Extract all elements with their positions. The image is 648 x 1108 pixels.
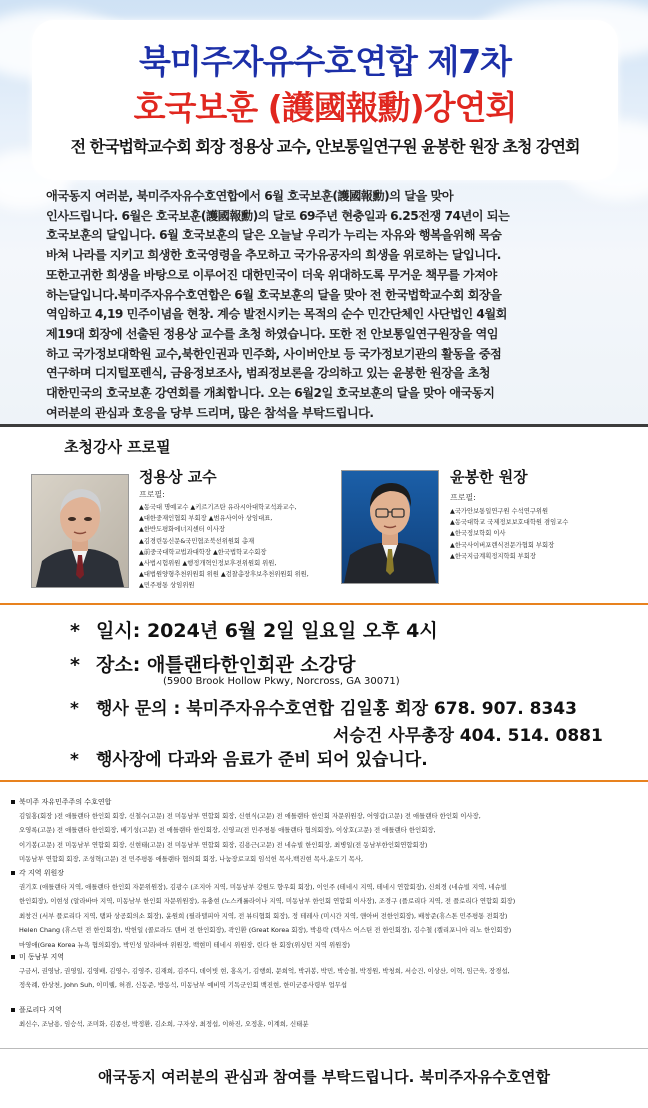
square-bullet xyxy=(11,1008,15,1012)
invitation-line: 전 한국법학교수회 회장 정용상 교수, 안보통일연구원 윤봉한 원장 초청 강연회 xyxy=(70,137,580,156)
profile-item: ▲사법시험위원 ▲행정개혁인정보후전위원회 위원, xyxy=(139,560,277,568)
profile-item: ▲동국대 명예교수 ▲키르기즈탄 유라시아대학교석좌교수, xyxy=(139,504,297,511)
committee-title-text: 미 동남부 지역 xyxy=(19,953,65,961)
committee-title xyxy=(11,868,64,878)
speaker2-profile-list xyxy=(450,506,568,562)
intro-line: 하는달입니다.북미주자유수호연합은 6월 호국보훈의 달을 맞아 전 한국법학교수회 회장을 xyxy=(46,287,502,302)
member-line: 최창건 (서부 플로리다 지역, 탬파 상공회의소 회장), 윤원희 (필라델피아 지역, 전 뷰티협회 회장), 정 테레사 (미시간 지역, 앤아버 전한인회장), 배창준(휴스톤 민주평통 전회장) xyxy=(19,911,508,920)
committee-members xyxy=(19,880,631,952)
profile-item: ▲前중국대학교법과대학장 ▲한국법학교수회장 xyxy=(139,548,267,556)
profile-item: ▲한국지급계획정지학회 부회장 xyxy=(450,552,536,560)
committee-title-text: 플로리다 지역 xyxy=(19,1006,62,1014)
intro-line: 인사드립니다. 6월은 호국보훈(護國報勳)의 달로 69주년 현충일과 6.25전쟁 74년이 되는 xyxy=(46,208,510,223)
place-value: 애틀랜타한인회관 소강당 xyxy=(146,654,356,676)
member-line: Helen Chang (휴스턴 전 한인회장), 박헌일 (콜로라도 덴버 전 한인회장), 곽인환 (Great Korea 회장), 박용락 (텍사스 어스틴 전 한인회장), 김수철 (켈리포니아 리노 한인회장) xyxy=(19,926,512,935)
event-contact xyxy=(70,694,577,719)
member-line: 오영록(고문) 전 애틀랜타 한인회장, 배기성(고문) 전 애틀랜타 한인회장, 신영교(전 민주평통 애틀랜타 협의회장), 이상호(고문) 전 애틀랜타 한인회장, xyxy=(19,826,436,835)
speaker1-name: 정용상 교수 xyxy=(139,468,217,486)
event-date xyxy=(70,616,438,643)
speaker1-profile-label: 프로필: xyxy=(139,490,165,499)
section-divider xyxy=(0,424,648,427)
event-title: 북미주자유수호연합 제7차 xyxy=(138,42,512,81)
place-label: 장소: xyxy=(96,654,141,676)
closing-message: 애국동지 여러분의 관심과 참여를 부탁드립니다. 북미주자유수호연합 xyxy=(97,1068,551,1086)
orange-divider xyxy=(0,780,648,782)
date-value: 2024년 6월 2일 일요일 오후 4시 xyxy=(146,620,438,642)
intro-line: 또한고귀한 희생을 바탕으로 이루어진 대한민국이 더욱 위대하도록 무거운 책무를 가져야 xyxy=(46,267,497,282)
profile-item: ▲한국정보학회 이사 xyxy=(450,530,506,538)
star-bullet: * xyxy=(70,699,79,719)
speaker2-photo xyxy=(341,470,439,584)
date-label: 일시: xyxy=(96,620,141,642)
intro-text xyxy=(46,187,606,423)
star-bullet: * xyxy=(70,620,80,642)
contact-label: 행사 문의 : xyxy=(96,699,181,719)
intro-line: 여러분의 관심과 호응을 당부 드리며, 많은 참석을 부탁드립니다. xyxy=(46,405,374,420)
intro-line: 역임하고 4,19 민주이념을 현창. 계승 발전시키는 목적의 순수 민간단체인 사단법인 4월회 xyxy=(46,307,507,322)
intro-line: 연구하며 디지털포렌식, 금융정보조사, 범죄정보론을 강의하고 있는 윤봉한 원장을 초청 xyxy=(46,366,491,381)
event-subtitle-red: 호국보훈 (護國報勳)강연회 xyxy=(133,88,517,127)
event-note xyxy=(70,745,428,770)
intro-line: 제19대 회장에 선출된 정용상 교수를 초청 하였습니다. 또한 전 안보통일연구원장을 역임 xyxy=(46,326,499,341)
committee-members xyxy=(19,809,631,867)
profile-item: ▲김경린동신문&국민협조북선위원회 총재 xyxy=(139,537,255,545)
speaker2-name: 윤봉한 원장 xyxy=(450,468,528,486)
committee-title-text: 각 지역 위원장 xyxy=(19,869,65,877)
member-line: 최신수, 조남용, 임승석, 조미화, 김종선, 박정환, 김소희, 구자상, 최정섭, 이하진, 오정훈, 이계희, 신태분 xyxy=(19,1020,309,1028)
star-bullet: * xyxy=(70,750,79,770)
star-bullet: * xyxy=(70,654,80,676)
intro-line: 하고 국가정보대학원 교수,북한인권과 민주화, 사이버안보 등 국가정보기관의 활동을 중점 xyxy=(46,346,502,361)
member-line: 마영애(Grea Korea 뉴욕 협의회장), 박민성 알라바마 위원장, 백현미 테네시 위원장, 린다 한 회장(위싱턴 지역 위원장) xyxy=(19,940,351,949)
member-line: 미동남부 연합회 회장, 조성혁(고문) 전 민주평통 애틀랜타 협의회 회장, 나눔장로교회 임석헌 목사,백진현 목사,윤도기 목사, xyxy=(19,855,364,864)
title-panel xyxy=(32,20,618,180)
committee-title-text: 북미주 자유민주주의 수호연합 xyxy=(19,798,112,806)
speaker1-profile-list xyxy=(139,502,309,592)
orange-divider xyxy=(0,603,648,605)
committee-members xyxy=(19,964,631,993)
profile-item: ▲민주평통 상임위원 xyxy=(139,582,195,590)
committee-title xyxy=(11,952,64,962)
profile-item: ▲대한중재인협회 부회장 ▲범유사이아 상임대표, xyxy=(139,515,273,523)
member-line: 한인회장), 이현성 (알라바마 지역, 미동남부 한인회 자문위원장), 유충현 (노스캐롤라이나 지역, 미동남부 한인회 연합회 이사장), 조경구 (플로리다 지역, 전 플로리다 연합회 회장) xyxy=(19,897,516,906)
profile-item: ▲국가안보통일연구원 수석연구위원 xyxy=(450,508,549,515)
member-line: 이기봉(고문) 전 미동남부 연합회 회장, 신현태(고문) 전 미동남부 연합회 회장, 김용근(고문) 전 네슈빌 한인회장, 최병일(전 동남부한인회연합회장) xyxy=(19,840,428,849)
square-bullet xyxy=(11,800,15,804)
profile-item: ▲동국대학교 국제정보보호대학원 겸임교수 xyxy=(450,519,569,527)
member-line: 구금서, 권영남, 권영일, 김영배, 김영수, 김영주, 김재희, 김주디, 데이빗 현, 홍옥기, 김행희, 문희억, 박귀봉, 박민, 박승철, 박정원, 박청희, 서승건, 이상산, 이혁, 임근욱, 장경섭, xyxy=(19,967,510,975)
committee-title xyxy=(11,797,111,807)
event-place xyxy=(70,650,355,677)
speaker1-photo xyxy=(31,474,129,588)
profile-item: ▲한국사이버포렌식전문가협회 부회장 xyxy=(450,541,555,549)
square-bullet xyxy=(11,955,15,959)
speaker2-profile-label: 프로필: xyxy=(450,493,476,502)
member-line: 정욱례, 한상천, John Suh, 이미웰, 허겸, 신동준, 방동석, 미동남부 예비역 기독군인회 백진현, 한미군종사령부 업무섭 xyxy=(19,981,347,990)
profile-item: ▲대법원양형추천위원회 위원 ▲검찰총장후보추천위원회 위원, xyxy=(139,571,309,579)
profile-item: ▲한반도평화에너지센터 이사장 xyxy=(139,526,225,534)
intro-line: 대한민국의 호국보훈 강연회를 개최합니다. 오는 6월2일 호국보훈의 달을 맞아 애국동지 xyxy=(46,386,495,401)
member-line: 권기호 (애틀랜타 지역, 애틀랜타 한인회 자문위원장), 김광수 (조지아 지역, 미동남부 강원도 향우회 회장), 이인주 (테네시 지역, 테네시 연합회장), 신희경 (네슈빌 지역, 네슈빌 xyxy=(19,883,507,891)
square-bullet xyxy=(11,871,15,875)
event-address: (5900 Brook Hollow Pkwy, Norcross, GA 30071) xyxy=(163,676,400,687)
footer-divider xyxy=(0,1048,648,1049)
speaker-heading: 초청강사 프로필 xyxy=(64,438,171,456)
intro-line: 호국보훈의 달입니다. 6월 호국보훈의 달은 오늘날 우리가 누리는 자유와 행복을위해 목숨 xyxy=(46,228,502,243)
contact-1: 북미주자유수호연합 김일홍 회장 678. 907. 8343 xyxy=(186,699,577,719)
member-line: 김일홍(회장 )전 애틀랜타 한인회 회장, 신철수(고문) 전 미동남부 연합회 회장, 신현식(고문) 전 애틀랜타 한인회 자문위원장, 어영갑(고문) 전 애틀랜타 한인회 이사장, xyxy=(19,812,481,820)
committee-title xyxy=(11,1005,62,1015)
committee-members xyxy=(19,1017,631,1031)
event-contact-2: 서승건 사무총장 404. 514. 0881 xyxy=(333,726,603,746)
note-text: 행사장에 다과와 음료가 준비 되어 있습니다. xyxy=(96,750,428,770)
intro-line: 애국동지 여러분, 북미주자유수호연합에서 6월 호국보훈(護國報勳)의 달을 맞아 xyxy=(46,189,454,203)
intro-line: 바쳐 나라를 지키고 희생한 호국영령을 추모하고 국가유공자의 희생을 위로하는 달입니다. xyxy=(46,248,501,263)
